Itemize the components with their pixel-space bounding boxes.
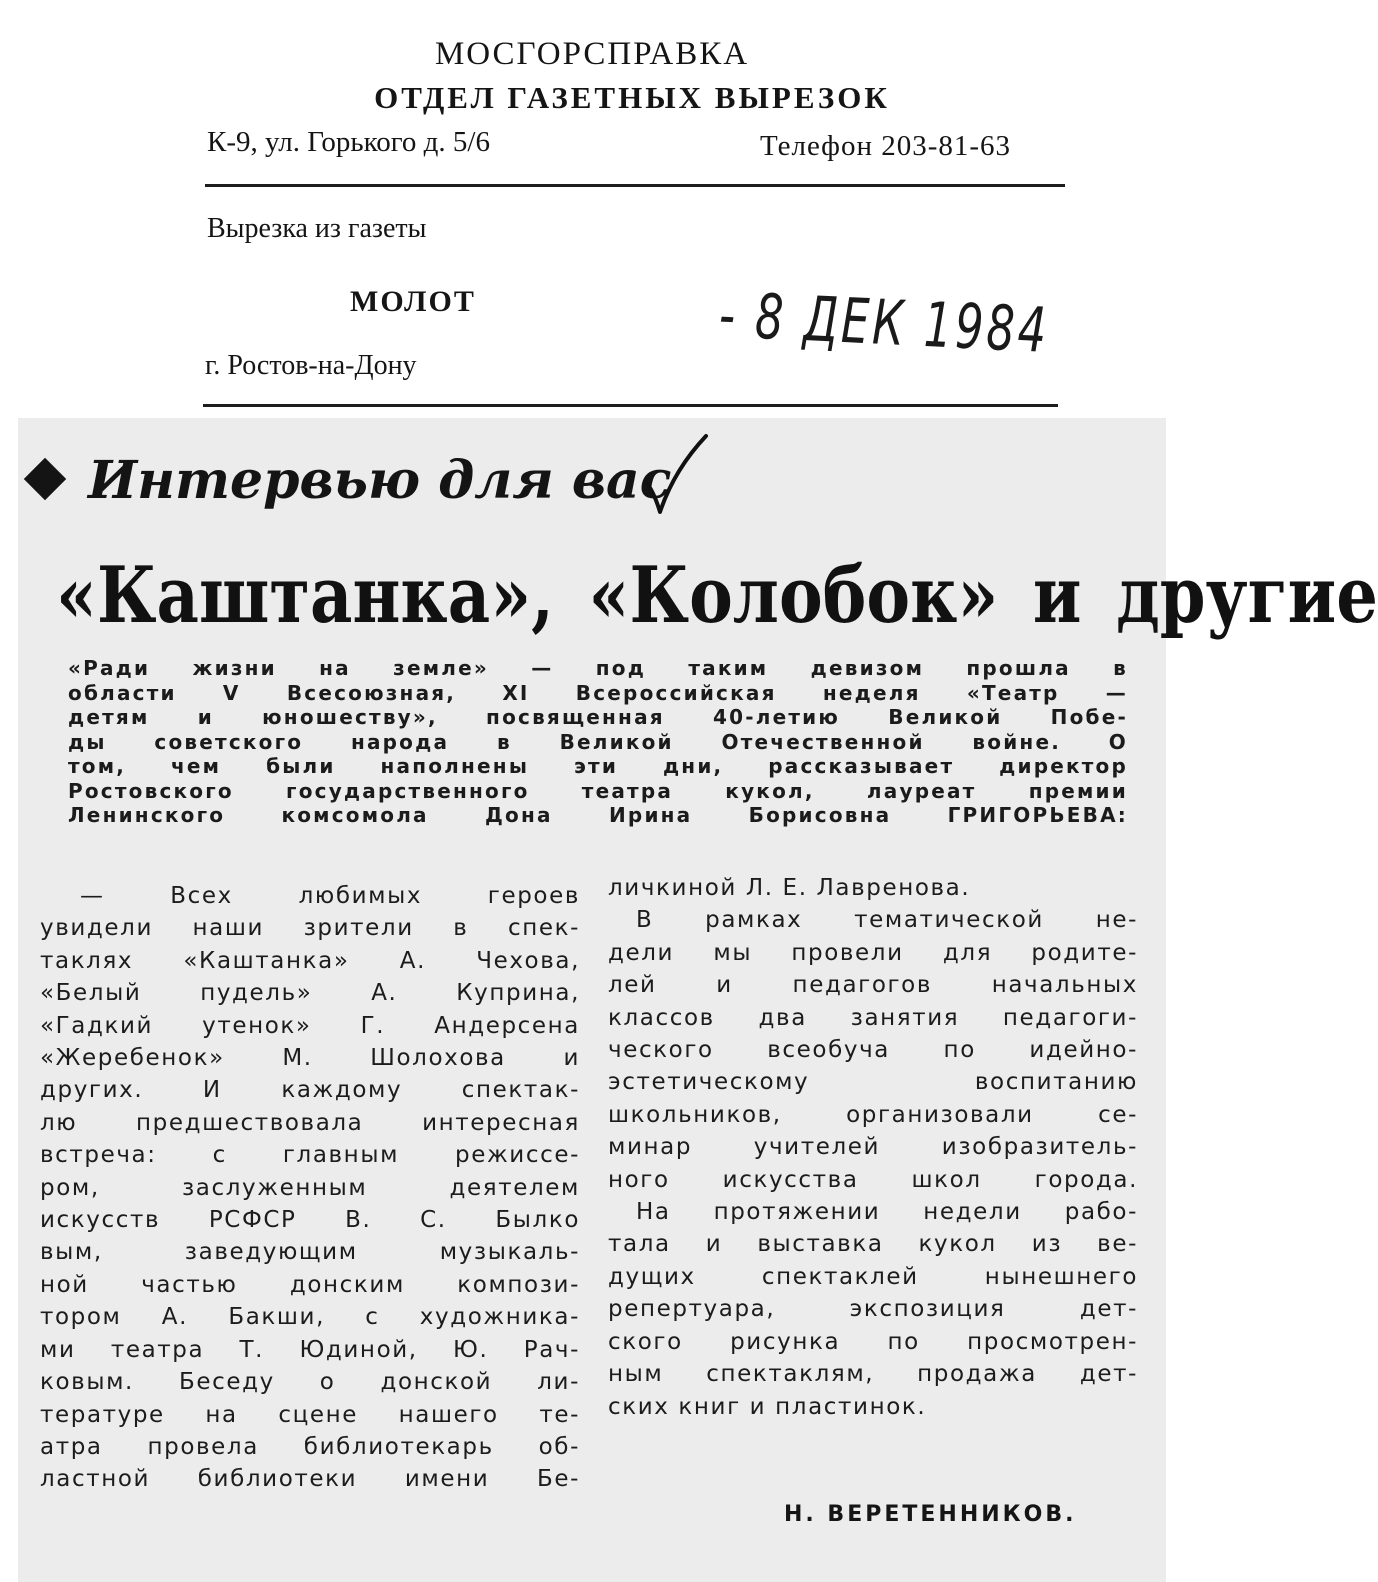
newspaper-city: г. Ростов-на-Дону	[205, 350, 417, 381]
text-line: — Всех любимых героев	[80, 883, 580, 909]
text-line: ластной библиотеки имени Бе-	[40, 1466, 580, 1493]
rubric-text: Интервью для вас	[88, 450, 672, 511]
text-line: таклях «Каштанка» А. Чехова,	[40, 947, 580, 974]
text-line: лей и педагогов начальных	[608, 972, 1138, 999]
text-line: В рамках тематической не-	[636, 907, 1138, 934]
text-line: дущих спектаклей нынешнего	[608, 1263, 1138, 1290]
clipping-from-label: Вырезка из газеты	[207, 213, 427, 244]
text-line: ческого всеобуча по идейно-	[608, 1037, 1138, 1064]
author-signature: Н. ВЕРЕТЕННИКОВ.	[784, 1502, 1077, 1527]
text-line: ковым. Беседу о донской ли-	[40, 1369, 580, 1396]
text-line: ского рисунка по просмотрен-	[608, 1328, 1138, 1355]
lead-line: Ростовского государственного театра кукол, лауреат премии	[68, 778, 1128, 803]
phone-number: Телефон 203-81-63	[760, 130, 1012, 162]
organization-name: МОСГОРСПРАВКА	[434, 36, 750, 72]
article-headline: «Каштанка», «Колобок» и другие	[56, 550, 1378, 641]
lead-line: ды советского народа в Великой Отечественной войне. О	[68, 729, 1128, 754]
text-line: тала и выставка кукол из ве-	[608, 1231, 1138, 1258]
text-line: «Белый пудель» А. Куприна,	[40, 980, 580, 1007]
article-column-right	[608, 872, 1138, 1423]
text-line: ным спектаклям, продажа дет-	[608, 1361, 1138, 1388]
text-line: тературе на сцене нашего те-	[40, 1401, 580, 1428]
checkmark-icon	[640, 430, 710, 520]
department-name: ОТДЕЛ ГАЗЕТНЫХ ВЫРЕЗОК	[374, 80, 890, 115]
text-line: лю предшествовала интересная	[40, 1109, 580, 1136]
lead-line: «Ради жизни на земле» — под таким девизом прошла в	[68, 656, 1128, 680]
article-column-left	[40, 880, 580, 1496]
text-line: «Жеребенок» М. Шолохова и	[40, 1045, 580, 1072]
text-line: репертуара, экспозиция дет-	[608, 1296, 1138, 1323]
text-line: На протяжении недели рабо-	[636, 1199, 1138, 1226]
text-line: вым, заведующим музыкаль-	[40, 1239, 580, 1266]
text-line: ного искусства школ города.	[608, 1166, 1138, 1193]
newspaper-name: МОЛОТ	[350, 285, 476, 318]
header-divider	[205, 184, 1065, 187]
lead-line: том, чем были наполнены эти дни, рассказывает директор	[68, 754, 1128, 778]
address: К-9, ул. Горького д. 5/6	[207, 126, 490, 158]
rubric	[30, 450, 671, 511]
text-line: встреча: с главным режиссе-	[40, 1142, 580, 1169]
article-lead	[68, 656, 1128, 828]
text-line: школьников, организовали се-	[608, 1101, 1138, 1128]
text-line: ной частью донским компози-	[40, 1271, 580, 1298]
lead-line: Ленинского комсомола Дона Ирина Борисовна ГРИГОРЬЕВА:	[68, 803, 1128, 827]
text-line: классов два занятия педагоги-	[608, 1004, 1138, 1031]
text-line: «Гадкий утенок» Г. Андерсена	[40, 1012, 580, 1039]
text-line: ром, заслуженным деятелем	[40, 1174, 580, 1201]
diamond-bullet-icon	[24, 457, 66, 499]
text-line: ми театра Т. Юдиной, Ю. Рач-	[40, 1336, 580, 1363]
text-line: других. И каждому спектак-	[40, 1077, 580, 1104]
lead-line: области V Всесоюзная, XI Всероссийская неделя «Театр —	[68, 680, 1128, 705]
text-line: личкиной Л. Е. Лавренова.	[608, 875, 971, 901]
text-line: искусств РСФСР В. С. Былко	[40, 1207, 580, 1234]
date-stamp: - 8 ДЕК 1984	[718, 278, 1050, 367]
text-line: ских книг и пластинок.	[608, 1393, 927, 1420]
text-line: атра провела библиотекарь об-	[40, 1433, 580, 1460]
text-line: эстетическому воспитанию	[608, 1069, 1138, 1096]
text-line: увидели наши зрители в спек-	[40, 915, 580, 942]
clipping-divider	[203, 404, 1058, 407]
lead-line: детям и юношеству», посвященная 40-летию Великой Побе-	[68, 705, 1128, 729]
text-line: дели мы провели для родите-	[608, 939, 1138, 966]
text-line: минар учителей изобразитель-	[608, 1134, 1138, 1161]
text-line: тором А. Бакши, с художника-	[40, 1304, 580, 1331]
